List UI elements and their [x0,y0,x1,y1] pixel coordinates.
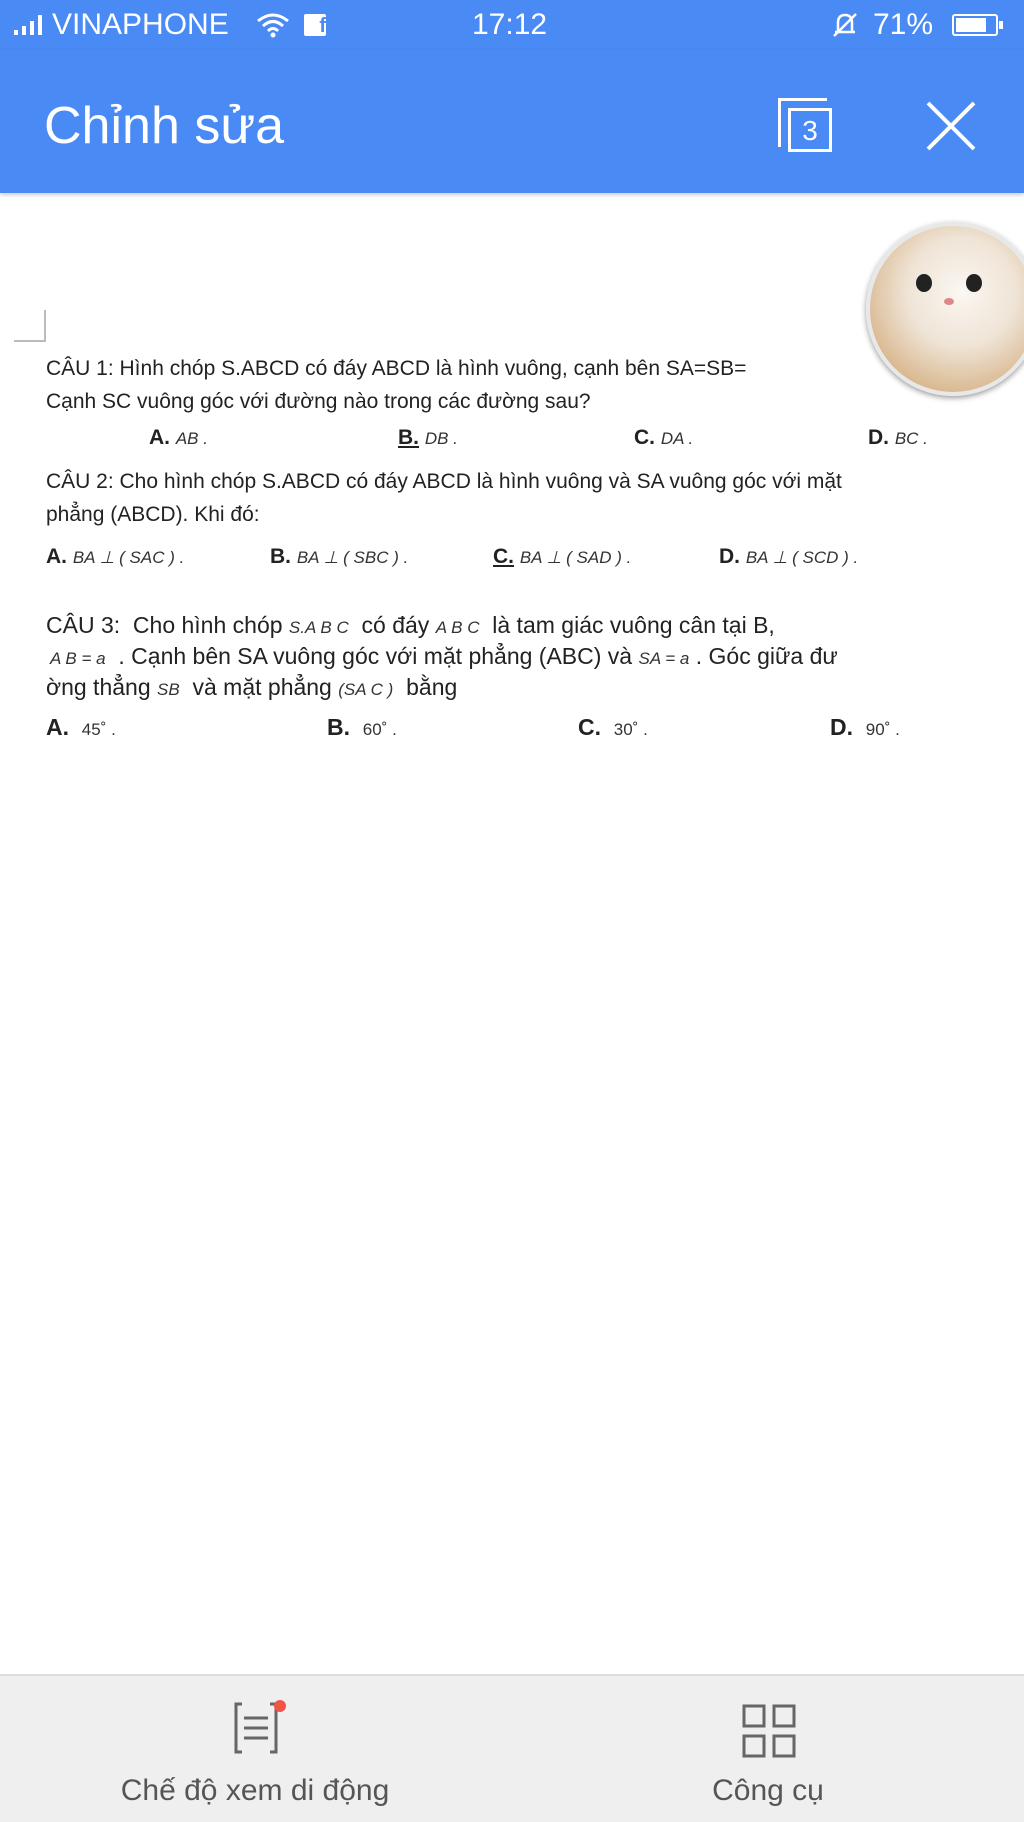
mobile-view-icon [230,1698,290,1758]
q3-line1: CÂU 3: Cho hình chóp S.A B C có đáy A B C là tam giác vuông cân tại B, [46,612,775,638]
notification-dot [274,1700,286,1712]
grid-icon [742,1704,798,1760]
mobile-view-button[interactable] [120,1676,390,1822]
carrier-name: VINAPHONE [52,8,229,41]
q1-option-d: D. BC . [868,426,928,449]
q1-option-c: C. DA . [634,426,694,449]
page-title: Chỉnh sửa [44,97,285,155]
floating-chat-head-avatar[interactable] [866,222,1024,396]
q2-line2: phẳng (ABCD). Khi đó: [46,503,260,526]
q2-option-c: C. BA ⊥ ( SAD ) . [493,545,632,568]
bottom-toolbar [0,1674,1024,1822]
clock: 17:12 [472,8,548,41]
bell-muted-icon [830,10,860,40]
signal-icon [14,14,48,36]
q1-line2: Cạnh SC vuông góc với đường nào trong các đường sau? [46,390,591,413]
facebook-icon: f [304,14,326,36]
q3-line3: ờng thẳng SB và mặt phẳng (SA C ) bằng [46,674,458,700]
close-icon[interactable] [925,100,977,152]
q3-option-b: B. 60˚ . [327,714,397,740]
q1-option-a: A. AB . [149,426,208,449]
tools-button[interactable] [660,1676,880,1822]
q3-line2: A B = a . Cạnh bên SA vuông góc với mặt phẳng (ABC) và SA = a . Góc giữa đư [50,643,838,669]
app-bar [0,50,1024,193]
q3-option-a: A. 45˚ . [46,714,116,740]
battery-icon [952,14,998,36]
status-bar [0,0,1024,50]
q1-line1: CÂU 1: Hình chóp S.ABCD có đáy ABCD là hình vuông, cạnh bên SA=SB= [46,357,747,380]
q2-line1: CÂU 2: Cho hình chóp S.ABCD có đáy ABCD là hình vuông và SA vuông góc với mặt [46,470,842,493]
page-corner-mark [14,310,46,342]
q1-option-b: B. DB . [398,426,458,449]
q2-option-a: A. BA ⊥ ( SAC ) . [46,545,185,568]
q2-option-b: B. BA ⊥ ( SBC ) . [270,545,409,568]
battery-percent: 71% [873,8,934,41]
q3-option-c: C. 30˚ . [578,714,648,740]
wifi-icon [256,12,290,38]
tab-count: 3 [788,108,832,152]
q3-option-d: D. 90˚ . [830,714,900,740]
tools-label: Công cụ [712,1774,824,1807]
mobile-view-label: Chế độ xem di động [120,1774,390,1807]
tabs-button[interactable] [778,98,838,154]
q2-option-d: D. BA ⊥ ( SCD ) . [719,545,859,568]
